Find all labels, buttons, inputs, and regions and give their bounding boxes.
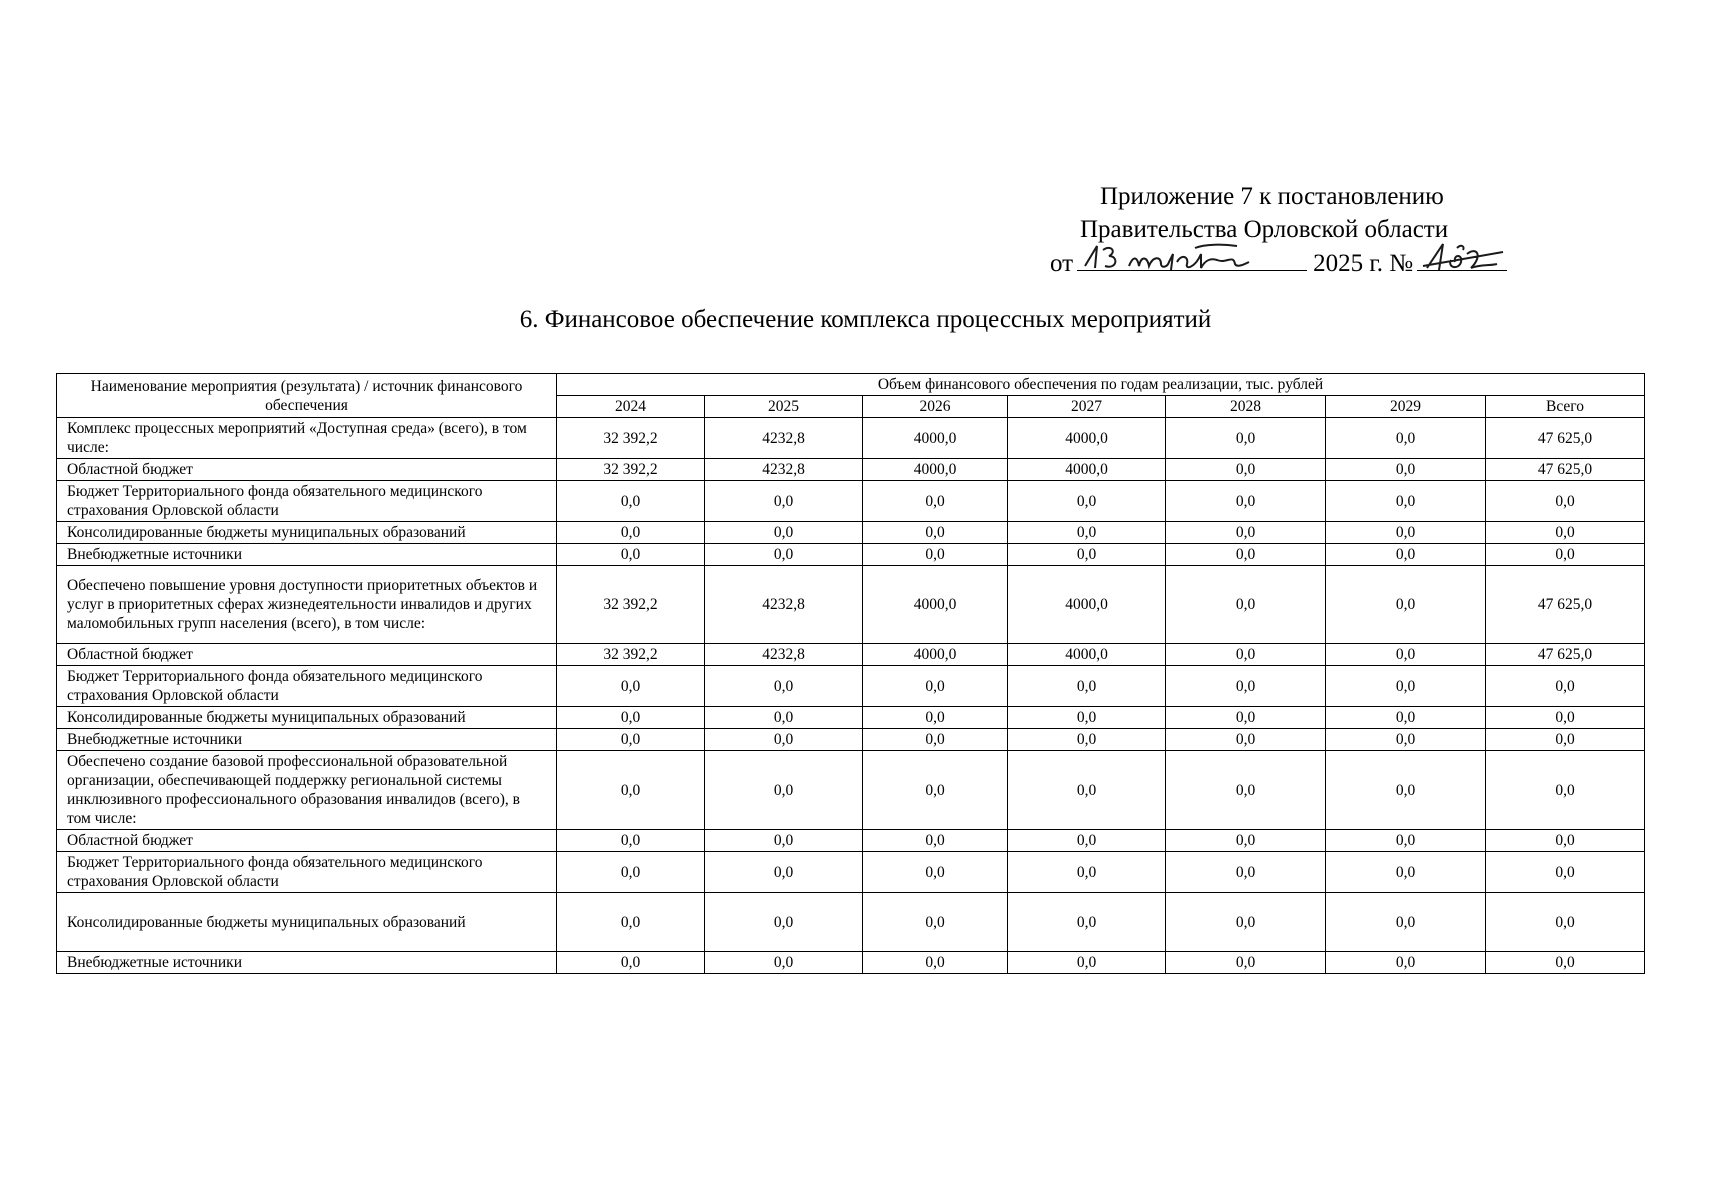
value-cell: 32 392,2 xyxy=(557,418,705,459)
value-cell: 4232,8 xyxy=(705,459,863,481)
table-row xyxy=(57,707,1645,729)
value-cell: 0,0 xyxy=(1326,566,1486,644)
value-cell: 0,0 xyxy=(1486,544,1645,566)
value-cell: 4000,0 xyxy=(863,418,1008,459)
value-cell: 0,0 xyxy=(1486,729,1645,751)
value-cell: 0,0 xyxy=(557,481,705,522)
row-name-cell: Бюджет Территориального фонда обязательного медицинского страхования Орловской области xyxy=(57,852,557,893)
value-cell: 0,0 xyxy=(1166,952,1326,974)
value-cell: 0,0 xyxy=(557,952,705,974)
date-prefix: от xyxy=(1050,250,1074,277)
row-name-cell: Консолидированные бюджеты муниципальных образований xyxy=(57,522,557,544)
value-cell: 0,0 xyxy=(863,893,1008,952)
row-name-cell: Областной бюджет xyxy=(57,830,557,852)
header-column-5: 2028 xyxy=(1166,396,1326,418)
row-name-cell: Областной бюджет xyxy=(57,644,557,666)
row-name-cell: Консолидированные бюджеты муниципальных образований xyxy=(57,707,557,729)
value-cell: 0,0 xyxy=(1166,459,1326,481)
value-cell: 0,0 xyxy=(863,830,1008,852)
row-name-cell: Бюджет Территориального фонда обязательного медицинского страхования Орловской области xyxy=(57,481,557,522)
value-cell: 0,0 xyxy=(1008,729,1166,751)
header-column-6: 2029 xyxy=(1326,396,1486,418)
table-row xyxy=(57,522,1645,544)
table-row xyxy=(57,952,1645,974)
financing-table xyxy=(56,373,1645,974)
value-cell: 0,0 xyxy=(557,893,705,952)
date-year: 2025 г. № xyxy=(1313,250,1414,277)
value-cell: 0,0 xyxy=(1008,707,1166,729)
row-name-cell: Обеспечено создание базовой профессиональной образовательной организации, обеспечивающей поддержку региональной системы инклюзивного профессионального образования инвалидов (всего), в том числе: xyxy=(57,751,557,830)
value-cell: 0,0 xyxy=(1008,952,1166,974)
value-cell: 0,0 xyxy=(1486,522,1645,544)
value-cell: 47 625,0 xyxy=(1486,459,1645,481)
value-cell: 0,0 xyxy=(1326,666,1486,707)
row-name-cell: Областной бюджет xyxy=(57,459,557,481)
value-cell: 0,0 xyxy=(705,666,863,707)
table-row xyxy=(57,729,1645,751)
row-name-cell: Бюджет Территориального фонда обязательного медицинского страхования Орловской области xyxy=(57,666,557,707)
value-cell: 0,0 xyxy=(1486,481,1645,522)
value-cell: 0,0 xyxy=(1166,852,1326,893)
value-cell: 32 392,2 xyxy=(557,566,705,644)
table-row xyxy=(57,893,1645,952)
value-cell: 0,0 xyxy=(705,952,863,974)
row-name-cell: Внебюджетные источники xyxy=(57,544,557,566)
value-cell: 0,0 xyxy=(1166,751,1326,830)
value-cell: 0,0 xyxy=(1326,852,1486,893)
value-cell: 4232,8 xyxy=(705,418,863,459)
value-cell: 0,0 xyxy=(1326,522,1486,544)
value-cell: 0,0 xyxy=(1326,481,1486,522)
table-row xyxy=(57,481,1645,522)
value-cell: 32 392,2 xyxy=(557,459,705,481)
value-cell: 0,0 xyxy=(1326,644,1486,666)
value-cell: 0,0 xyxy=(557,830,705,852)
handwritten-date xyxy=(1077,246,1307,271)
value-cell: 0,0 xyxy=(1326,729,1486,751)
value-cell: 0,0 xyxy=(705,751,863,830)
row-name-cell: Консолидированные бюджеты муниципальных образований xyxy=(57,893,557,952)
header-column-3: 2026 xyxy=(863,396,1008,418)
value-cell: 47 625,0 xyxy=(1486,418,1645,459)
table-row xyxy=(57,644,1645,666)
value-cell: 0,0 xyxy=(1326,418,1486,459)
value-cell: 47 625,0 xyxy=(1486,644,1645,666)
value-cell: 0,0 xyxy=(705,544,863,566)
table-row xyxy=(57,830,1645,852)
header-column-4: 2027 xyxy=(1008,396,1166,418)
value-cell: 4232,8 xyxy=(705,644,863,666)
value-cell: 0,0 xyxy=(863,481,1008,522)
value-cell: 0,0 xyxy=(1486,751,1645,830)
table-row xyxy=(57,418,1645,459)
value-cell: 4000,0 xyxy=(863,459,1008,481)
value-cell: 0,0 xyxy=(1326,893,1486,952)
value-cell: 4000,0 xyxy=(863,644,1008,666)
value-cell: 0,0 xyxy=(863,666,1008,707)
value-cell: 0,0 xyxy=(1166,729,1326,751)
handwritten-number-scribble xyxy=(1417,240,1507,274)
value-cell: 0,0 xyxy=(1486,852,1645,893)
value-cell: 0,0 xyxy=(557,666,705,707)
value-cell: 0,0 xyxy=(1486,893,1645,952)
appendix-date-line xyxy=(1050,246,1610,280)
value-cell: 0,0 xyxy=(1166,707,1326,729)
value-cell: 0,0 xyxy=(863,707,1008,729)
value-cell: 0,0 xyxy=(1486,707,1645,729)
table-body xyxy=(57,418,1645,974)
value-cell: 0,0 xyxy=(705,707,863,729)
appendix-line-2: Правительства Орловской области xyxy=(1080,216,1449,243)
value-cell: 0,0 xyxy=(1166,566,1326,644)
header-column-2: 2025 xyxy=(705,396,863,418)
value-cell: 47 625,0 xyxy=(1486,566,1645,644)
value-cell: 0,0 xyxy=(705,481,863,522)
value-cell: 0,0 xyxy=(1326,544,1486,566)
value-cell: 0,0 xyxy=(705,522,863,544)
value-cell: 0,0 xyxy=(1008,522,1166,544)
value-cell: 0,0 xyxy=(1008,544,1166,566)
value-cell: 0,0 xyxy=(1326,751,1486,830)
value-cell: 0,0 xyxy=(1008,852,1166,893)
value-cell: 32 392,2 xyxy=(557,644,705,666)
row-name-cell: Обеспечено повышение уровня доступности приоритетных объектов и услуг в приоритетных сферах жизнедеятельности инвалидов и других маломобильных групп населения (всего), в том числе: xyxy=(57,566,557,644)
value-cell: 0,0 xyxy=(1326,830,1486,852)
value-cell: 0,0 xyxy=(1166,666,1326,707)
value-cell: 0,0 xyxy=(1326,459,1486,481)
row-name-cell: Внебюджетные источники xyxy=(57,952,557,974)
value-cell: 0,0 xyxy=(705,830,863,852)
value-cell: 0,0 xyxy=(863,522,1008,544)
table-row xyxy=(57,852,1645,893)
value-cell: 0,0 xyxy=(1166,481,1326,522)
value-cell: 0,0 xyxy=(1326,707,1486,729)
header-years-group: Объем финансового обеспечения по годам реализации, тыс. рублей xyxy=(557,374,1645,396)
handwritten-number xyxy=(1417,246,1507,271)
header-column-7: Всего xyxy=(1486,396,1645,418)
appendix-header xyxy=(1050,180,1610,280)
appendix-line-1: Приложение 7 к постановлению xyxy=(1100,183,1444,210)
value-cell: 0,0 xyxy=(705,729,863,751)
table-row xyxy=(57,666,1645,707)
value-cell: 4232,8 xyxy=(705,566,863,644)
value-cell: 0,0 xyxy=(557,707,705,729)
table-row xyxy=(57,544,1645,566)
row-name-cell: Внебюджетные источники xyxy=(57,729,557,751)
value-cell: 0,0 xyxy=(557,729,705,751)
value-cell: 0,0 xyxy=(1166,644,1326,666)
table-row xyxy=(57,459,1645,481)
value-cell: 0,0 xyxy=(863,729,1008,751)
value-cell: 0,0 xyxy=(557,522,705,544)
section-title: 6. Финансовое обеспечение комплекса процессных мероприятий xyxy=(519,306,1212,333)
value-cell: 0,0 xyxy=(863,544,1008,566)
table-row xyxy=(57,566,1645,644)
table-row xyxy=(57,751,1645,830)
value-cell: 4000,0 xyxy=(1008,644,1166,666)
value-cell: 0,0 xyxy=(1008,830,1166,852)
value-cell: 0,0 xyxy=(557,751,705,830)
header-name-column: Наименование мероприятия (результата) / источник финансового обеспечения xyxy=(57,374,557,418)
value-cell: 0,0 xyxy=(863,952,1008,974)
value-cell: 0,0 xyxy=(705,852,863,893)
row-name-cell: Комплекс процессных мероприятий «Доступная среда» (всего), в том числе: xyxy=(57,418,557,459)
value-cell: 0,0 xyxy=(1166,830,1326,852)
value-cell: 4000,0 xyxy=(863,566,1008,644)
value-cell: 0,0 xyxy=(1486,830,1645,852)
value-cell: 0,0 xyxy=(1166,522,1326,544)
value-cell: 0,0 xyxy=(1166,893,1326,952)
value-cell: 0,0 xyxy=(1008,893,1166,952)
header-column-1: 2024 xyxy=(557,396,705,418)
value-cell: 0,0 xyxy=(1008,751,1166,830)
value-cell: 0,0 xyxy=(705,893,863,952)
value-cell: 0,0 xyxy=(557,544,705,566)
value-cell: 4000,0 xyxy=(1008,566,1166,644)
value-cell: 0,0 xyxy=(1166,418,1326,459)
value-cell: 0,0 xyxy=(1166,544,1326,566)
value-cell: 0,0 xyxy=(1486,952,1645,974)
value-cell: 0,0 xyxy=(863,852,1008,893)
value-cell: 0,0 xyxy=(557,852,705,893)
value-cell: 4000,0 xyxy=(1008,459,1166,481)
value-cell: 0,0 xyxy=(1008,666,1166,707)
value-cell: 0,0 xyxy=(863,751,1008,830)
table-header-row-1 xyxy=(57,374,1645,396)
value-cell: 0,0 xyxy=(1008,481,1166,522)
value-cell: 0,0 xyxy=(1326,952,1486,974)
value-cell: 4000,0 xyxy=(1008,418,1166,459)
handwritten-date-scribble xyxy=(1077,240,1277,274)
value-cell: 0,0 xyxy=(1486,666,1645,707)
